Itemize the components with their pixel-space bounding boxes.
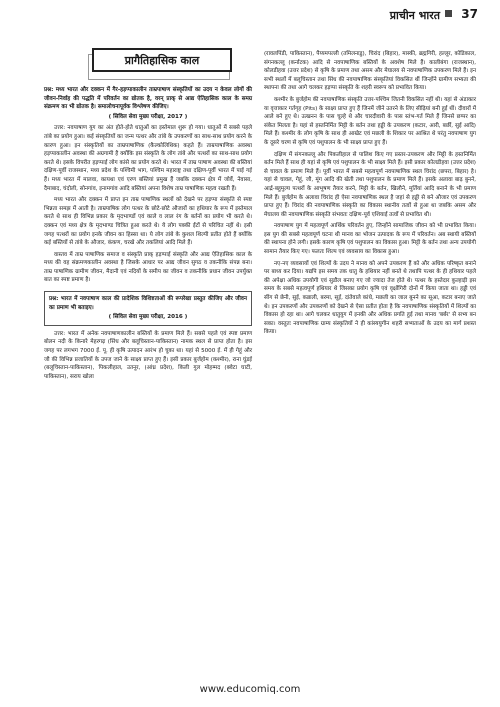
square-bullet-icon <box>445 10 452 17</box>
paragraph: नवपाषाण युग में महत्वपूर्ण आर्थिक परिवर्तन हुए, जिन्होंने सामाजिक जीवन को भी प्रभावित किया। इस युग की सबसे महत्वपूर्ण घटना थी मानव का भोजन उत्पादक के रूप में परिवर्तन। अब स्थायी बस्तियों की स्थापना होने लगी। इसके कारण कृषि एवं पशुपालन का विकास हुआ। मिट्टी के बर्तन तथा अन्य उपयोगी सामान तैयार किए गए। फलतः शिल्प एवं व्यवसाय का विकास हुआ। <box>264 223 476 256</box>
running-title: प्राचीन भारत <box>389 9 440 22</box>
question-1-text: प्रश्न: मध्य भारत और दक्कन में गैर-हड़प्पाकालीन ताम्रपाषाण संस्कृतियों का उदय न केवल लोगों की जीवन-निर्वाह की पद्धति में परिवर्तन का द्योतक है, वरन् प्राक् से आद्य ऐतिहासिक काल के समग्र संक्रमण का भी द्योतक है। समालोचनापूर्वक विश्लेषण कीजिए। <box>44 87 252 111</box>
paragraph: मध्य भारत और दक्कन में प्राप्त इन ताम्र पाषाणिक स्थलों को देखने पर हड़प्पा संस्कृति से स्पष्ट भिन्नता समझ में आती है। ताम्रपाषिक लोग पत्थर के छोटे-छोटे औजारों का हथियार के रूप में इस्तेमाल करते थे साथ ही विभिन्न प्रकार के मृदभाण्डों एवं काले व लाल रंग के बर्तनों का प्रयोग भी करते थे। दक्कन एवं मध्य क्षेत्र के मृदभाण्ड चित्रित हुआ करते थे। ये लोग पक्की ईंटों से परिचित नहीं थे। इसी जगह पत्थरों का प्रयोग इनके जीवन का हिस्सा था। ये लोग तांबे के कुशल शिल्पी प्रतीत होते हैं क्योंकि कई बस्तियों से तांबे के औजार, कंकण, चरखे और तकलियां आदि मिले हैं। <box>44 197 252 247</box>
page-number: 37 <box>461 7 478 21</box>
page-header <box>0 0 500 28</box>
paragraph: वास्तव में ताम्र पाषाणिक समाज व संस्कृति प्राक् हड़प्पाई संस्कृति और आद्य ऐतिहासिक काल के मध्य की वह संक्रमणकालीन अवस्था है जिसके आधार पर आद्य जीवन सुगठ व तकनीकि संपन्न बना। ताम्र पाषाणिक ग्रामीण जीवन, मैदानी एवं नदियों के समीप का जीवन व तकनीकि प्रधान जीवन उपर्युक्त बात का स्पष्ट प्रमाण है। <box>44 251 252 284</box>
paragraph: दक्षिण में संगनकल्लू और पिकलीहाल से पालिश किए गए प्रस्तर-उपकरण और मिट्टी के हस्तनिर्मित बर्तन मिले हैं साथ ही यहां से कृषि एवं पशुपालन के भी साक्ष्य मिले हैं। इसी प्रकार कोलडीहवा (उत्तर प्रदेश) से चावल के प्रमाण मिले हैं। पूर्वी भारत में सबसे महत्वपूर्ण नवपाषाणिक स्थल चिरांद (छपरा, बिहार) है। यहां से चावल, गेहूं, जौ, मूंग आदि की खेती तथा पशुपालन के प्रमाण मिले हैं। इसके अलावा बाढ़ बुनने, आर्द्र-बहुमुल्य पत्थरों के आभूषण तैयार करने, मिट्टी के बर्तन, खिलौने, मूर्तियां आदि बनाने के भी प्रमाण मिले हैं। बुर्जहोम के अलावा चिरांद ही ऐसा नवपाषाणिक स्थल है जहां से हड्डी से बने औजार एवं उपकरण प्राप्त हुए हैं। चिरांद की नवपाषाणिक संस्कृति का विकास स्थानीय तत्वों से हुआ था जबकि असम और मेघालय की नवपाषाणिक संस्कृति संभवतः दक्षिण-पूर्व एशियाई तत्वों से प्रभावित थी। <box>264 151 476 218</box>
paragraph: कश्मीर के बुर्जहोम की नवपाषाणिक संस्कृति उत्तर-पश्चिम जितनी विकसित नहीं थी। यहां से अंडाकार या वृत्ताकार गर्तगृह (Pits) के साक्ष्य प्राप्त हुए हैं जिनमें जीने उतरने के लिए सीढ़ियां बनी हुई थीं। दीवारों में आले बने हुए थे। उत्खनन के पास चूल्हे थे और चारदीवारी के पास स्तंभ-गर्त मिले हैं जिनसे छप्पर का संकेत मिलता है। यहां से हस्तनिर्मित मिट्टी के बर्तन तथा हड्डी के उपकरण (कटार, आरी, बर्छी, सुई आदि) मिले हैं। कश्मीर के लोग कृषि के साथ ही आखेट एवं मछली के शिकार पर आश्रित थे परंतु नवपाषाण युग के दूसरे चरण से कृषि एवं पशुपालन के भी साक्ष्य प्राप्त हुए हैं। <box>264 96 476 146</box>
left-column <box>44 86 252 384</box>
paragraph: उत्तर: नवपाषाण युग का अंत होते-होते धातुओं का इस्तेमाल शुरू हो गया। धातुओं में सबसे पहले तांबे का प्रयोग हुआ। कई संस्कृतियों का जन्म पत्थर और तांबे के उपकरणों का साथ-साथ प्रयोग करने के कारण हुआ। इन संस्कृतियों का ताम्रपाषाणिक (कैल्कोलिथिक) कहते हैं। ताम्रपाषाणिक अवस्था हड़प्पाकालीन अवस्था की अग्रगामी है क्योंकि इस संस्कृति के लोग तांबे और पत्थरों का साथ-साथ प्रयोग करते थे। इसके विपरीत हड़प्पाई लोग कांसे का प्रयोग करते थे। भारत में ताम्र पाषाण अवस्था की बस्तियां दक्षिण-पूर्वी राजस्थान, मध्य प्रदेश के पश्चिमी भाग, पश्चिम महाराष्ट्र तथा दक्षिण-पूर्वी भारत में पाई गई हैं। मध्य भारत में मालवा, कायथा एवं एरण बस्तियां प्रमुख हैं जबकि दक्कन क्षेत्र में जोर्वे, नेवासा, दैमाबाद, चंदोली, सोनगांव, इनामगांव आदि बस्तियां अपना विशेष ताम्र पाषाणिक महत्व रखती हैं। <box>44 125 252 192</box>
question-1 <box>44 86 252 121</box>
section-title-text: प्रागैतिहासिक काल <box>124 53 200 67</box>
question-1-exam: ( सिविल सेवा मुख्य परीक्षा, 2017 ) <box>108 113 188 120</box>
paragraph: नए-नए व्यवसायों एवं शिल्पों के उदय ने मानव को अपने उपकरण हैं को और अधिक परिष्कृत बनाने पर बाध्य कर दिया। यद्यपि इस समय तक धातु के हथियार नहीं बनते थे तथापि पत्थर के ही हथियार पहले की अपेक्षा अधिक उपयोगी एवं सुडौल बनाए गए जो ज्यादा तेज होते थे। पत्थर के हस्तेदार कुल्हाड़ी इस समय के सबसे महत्वपूर्ण हथियार थे जिसका प्रयोग कृषि एवं वृक्षोंगिरी दोनों में किया जाता था। हड्डी एवं सींग से छेनी, सुई, कन्नाली, बरमा, सूई, दांतेवाले कांधे, मछली का जाल बुनने का सूआ, कटार बनाए जाते थे। इन उपकरणों और उपकरणों को देखने से ऐसा प्रतीत होता है कि नवपाषाणिक संस्कृतियों में शिल्पों का विकास हो रहा था। आगे चलकर धातुयुग में इनकी और अधिक प्रगति हुई तथा मानव 'बर्बर' से सभ्य बन सका। वस्तुतः नवपाषाणिक ग्राम्य संस्कृतियों ने ही कांस्ययुगीन शहरी सभ्यताओं के उदय का मार्ग प्रशस्त किया। <box>264 260 476 336</box>
question-2 <box>44 291 252 326</box>
right-column <box>264 50 476 340</box>
question-2-exam: ( सिविल सेवा मुख्य परीक्षा, 2016 ) <box>108 314 188 321</box>
question-2-text: प्रश्न: भारत में नवपाषाण काल की प्रादेशिक विशिष्टताओं की रूपरेखा प्रस्तुत कीजिए और जीवन का प्रमाण भी बताइए। <box>49 296 247 311</box>
paragraph: (रावलपिंडी, पाकिस्तान), पैय्यमपल्ली (तमिलनाडु), चिरांद (बिहार), मास्की, ब्रह्मगिरी, हल्लूर, कोडिकाल, संगनकल्लू (कर्नाटक) आदि से नवपाषाणिक बस्तियों के अवशेष मिले हैं। कालीबंगा (राजस्थान), कोलडीहवा (उत्तर प्रदेश) से कृषि के प्रमाण तथा असम और मेघालय से नवपाषाणिक उपकरण मिले हैं। इन सभी स्थलों में बलूचिस्तान तथा सिंध की नवपाषाणिक संस्कृतियां विकसित थीं जिन्होंने ग्रामीण सभ्यता की स्थापना की तथा आगे चलकर हड़प्पा संस्कृति के शहरी स्वरूप को प्रभावित किया। <box>264 51 476 92</box>
section-title <box>92 48 232 72</box>
footer-website: www.educomiq.com <box>199 684 301 695</box>
paragraph: उत्तर: भारत में अनेक नवपाषाणकालीन बस्तियों के प्रमाण मिले हैं। सबसे पहले एवं स्पष्ट प्रमाण बोलन नदी के किनारे मेहरगढ़ (सिंध और बलूचिस्तान-पाकिस्तान) नामक स्थल से प्राप्त होता है। इस जगह पर लगभग 7000 ई. पू. ही कृषि उत्पादन आरंभ हो चुका था। यहां से 5000 ई. में ही गेहूं और जौ की विभिन्न प्रजातियों के उपज जाने के साक्ष्य प्राप्त हुए हैं। इसी प्रकार बुर्जहोम (कश्मीर), राना घुंडई (बलूचिस्तान-पाकिस्तान), पिकलीहाल, उतनूर, (आंध्र प्रदेश), किली गुल मोहम्मद (क्वेटा घाटी, पाकिस्तान), सराय खोला <box>44 330 252 380</box>
